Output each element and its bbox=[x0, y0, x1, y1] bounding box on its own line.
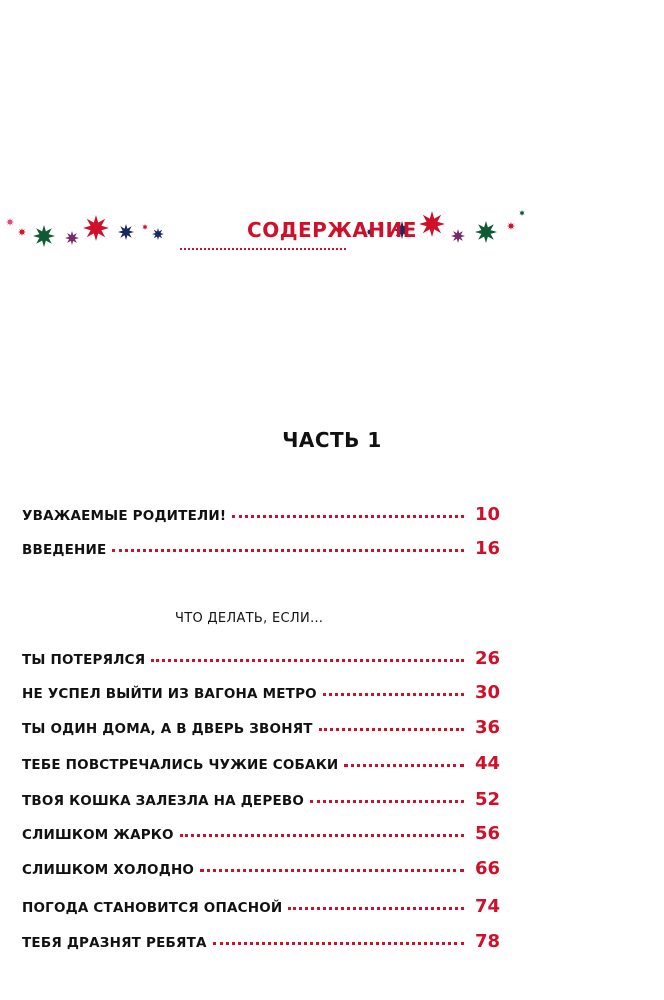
toc-leader-dots bbox=[151, 659, 464, 662]
toc-entry[interactable] bbox=[22, 648, 500, 672]
toc-leader-dots bbox=[200, 869, 464, 872]
toc-entry[interactable] bbox=[22, 858, 500, 882]
toc-leader-dots bbox=[213, 942, 464, 945]
toc-entry-intro-2[interactable] bbox=[22, 538, 500, 562]
toc-page-number: 26 bbox=[474, 648, 500, 669]
toc-page-number: 36 bbox=[474, 717, 500, 738]
toc-leader-dots bbox=[344, 764, 464, 767]
toc-page-number: 30 bbox=[474, 682, 500, 703]
toc-entry-label: ТЕБЕ ПОВСТРЕЧАЛИСЬ ЧУЖИЕ СОБАКИ bbox=[22, 757, 339, 773]
toc-entry[interactable] bbox=[22, 823, 500, 847]
star-icon bbox=[519, 210, 524, 216]
toc-leader-dots bbox=[310, 800, 464, 803]
toc-leader-dots bbox=[319, 728, 464, 731]
toc-entry-label: СЛИШКОМ ХОЛОДНО bbox=[22, 862, 195, 878]
toc-leader-dots bbox=[323, 693, 464, 696]
toc-page-number: 10 bbox=[474, 504, 500, 525]
toc-page-number: 74 bbox=[474, 896, 500, 917]
toc-leader-dots bbox=[288, 907, 464, 910]
title-underline bbox=[180, 248, 346, 250]
toc-page-number: 78 bbox=[474, 931, 500, 952]
section-heading: ЧТО ДЕЛАТЬ, ЕСЛИ… bbox=[175, 611, 324, 626]
toc-page-number: 56 bbox=[474, 823, 500, 844]
toc-entry-label: ПОГОДА СТАНОВИТСЯ ОПАСНОЙ bbox=[22, 900, 283, 916]
toc-page-number: 44 bbox=[474, 753, 500, 774]
toc-page-number: 66 bbox=[474, 858, 500, 879]
part-title: ЧАСТЬ 1 bbox=[282, 428, 382, 452]
toc-entry-label: ТЫ ОДИН ДОМА, А В ДВЕРЬ ЗВОНЯТ bbox=[22, 721, 313, 737]
toc-entry[interactable] bbox=[22, 753, 500, 777]
toc-page-number: 16 bbox=[474, 538, 500, 559]
toc-entry-label: ТВОЯ КОШКА ЗАЛЕЗЛА НА ДЕРЕВО bbox=[22, 793, 305, 809]
toc-entry-label: НЕ УСПЕЛ ВЫЙТИ ИЗ ВАГОНА МЕТРО bbox=[22, 686, 317, 702]
toc-entry-label: ТЫ ПОТЕРЯЛСЯ bbox=[22, 652, 146, 668]
toc-entry-label: УВАЖАЕМЫЕ РОДИТЕЛИ! bbox=[22, 508, 227, 524]
toc-leader-dots bbox=[180, 834, 464, 837]
toc-leader-dots bbox=[232, 515, 464, 518]
toc-entry-label: ТЕБЯ ДРАЗНЯТ РЕБЯТА bbox=[22, 935, 207, 951]
toc-page-number: 52 bbox=[474, 789, 500, 810]
toc-entry[interactable] bbox=[22, 682, 500, 706]
toc-entry-intro-1[interactable] bbox=[22, 504, 500, 528]
toc-entry[interactable] bbox=[22, 717, 500, 741]
toc-entry[interactable] bbox=[22, 931, 500, 955]
toc-leader-dots bbox=[112, 549, 464, 552]
toc-entry-label: СЛИШКОМ ЖАРКО bbox=[22, 827, 174, 843]
toc-entry[interactable] bbox=[22, 789, 500, 813]
toc-entry[interactable] bbox=[22, 896, 500, 920]
toc-entry-label: ВВЕДЕНИЕ bbox=[22, 542, 107, 558]
contents-title: СОДЕРЖАНИЕ bbox=[247, 218, 417, 242]
